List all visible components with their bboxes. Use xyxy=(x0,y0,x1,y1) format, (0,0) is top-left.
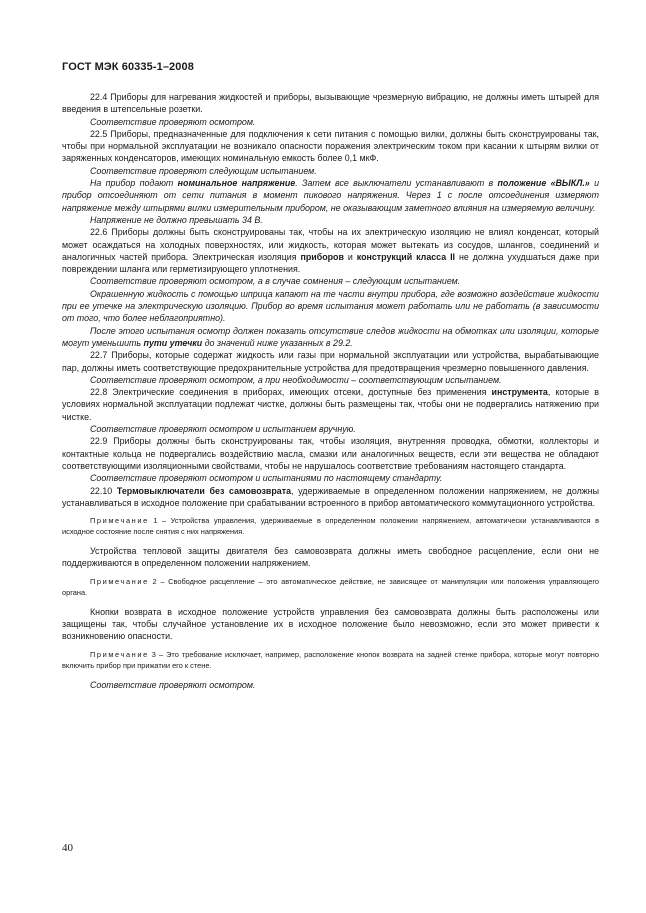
text-run: После этого испытания осмотр должен показать отсутствие следов жидкости на обмотках или изоляции, которые могут уменьшить xyxy=(62,325,599,348)
compliance-check: Соответствие проверяют осмотром и испытанием вручную. xyxy=(90,424,356,435)
paragraph-reset-buttons: Кнопки возврата в исходное положение устройств управления без самовозврата должны быть расположены или защищены так, чтобы случайное установление их в исходное положение было невозможно, если это может привести к возникновению опасности. xyxy=(62,606,599,642)
compliance-check: Соответствие проверяют осмотром, а в случае сомнения – следующим испытанием. xyxy=(90,276,461,287)
paragraph-22-5: 22.5 Приборы, предназначенные для подключения к сети питания с помощью вилки, должны быть сконструированы так, чтобы при нормальной эксплуатации не возникало опасности поражения электрическим током при касании к штырям вилки от заряженных конденсаторов, имеющих номинальную емкость более 0,1 мкФ. xyxy=(62,128,599,164)
document-body xyxy=(62,91,599,691)
text-run: 22.8 Электрические соединения в приборах, имеющих отсеки, доступные без применения xyxy=(90,387,492,398)
term-bold: конструкций класса II xyxy=(356,251,456,262)
text-run: до значений ниже указанных в 29.2. xyxy=(202,337,353,348)
note-label: Примечание xyxy=(90,576,149,586)
text-run: не должна ухудшаться даже при повреждении шланга или герметизирующего уплотнения. xyxy=(62,251,600,275)
paragraph-22-8 xyxy=(62,386,599,423)
paragraph-22-10 xyxy=(62,485,599,510)
paragraph-22-9: 22.9 Приборы должны быть сконструированы так, чтобы изоляция, внутренняя проводка, обмотки, коллекторы и контактные кольца не подвергались воздействию масла, смазки или аналогичных веществ, если эти вещества не обладают соответствующими изоляционными свойствами, чтобы не нарушалось соответствие требованиям настоящего стандарта. xyxy=(62,436,599,471)
note-text: 3 – Это требование исключает, например, расположение кнопок возврата на задней стенке прибора, которые могут повторно включить прибор при прижатии его к стене. xyxy=(62,649,599,670)
page-number: 40 xyxy=(62,842,73,854)
compliance-check: Соответствие проверяют осмотром. xyxy=(90,116,256,127)
compliance-check: Соответствие проверяют следующим испытанием. xyxy=(90,165,317,176)
text-run: и xyxy=(343,251,357,262)
test-limit: Напряжение не должно превышать 34 В. xyxy=(90,214,263,225)
document-header: ГОСТ МЭК 60335-1–2008 xyxy=(62,61,194,73)
text-run: На прибор подают xyxy=(90,178,178,189)
test-procedure xyxy=(62,177,599,214)
note-1 xyxy=(62,515,599,537)
test-result xyxy=(62,325,599,350)
note-3 xyxy=(62,649,599,671)
paragraph-22-6 xyxy=(62,226,599,275)
test-procedure: Окрашенную жидкость с помощью шприца капают на те части внутри прибора, где возможно воздействие жидкости при ее утечке на электрическую изоляцию. Прибор во время испытания может работать или не работать (в зависимости от того, что более неблагоприятно). xyxy=(62,288,599,324)
text-run: , удерживаемые в определенном положении напряжением, не должны устанавливаться в исходное положение при срабатывании встроенного в прибор автоматического коммутационного устройства. xyxy=(62,485,599,508)
note-text: 1 – Устройства управления, удерживаемые в определенном положении напряжением, автоматически устанавливаются в исходное состояние после снятия с них напряжения. xyxy=(62,516,599,537)
term-bold: номинальное напряжение xyxy=(177,178,296,189)
paragraph-22-7: 22.7 Приборы, которые содержат жидкость или газы при нормальной эксплуатации или устройства, вырабатывающие пар, должны иметь соответствующие предохранительные устройства для предотвращения чрезмерно повышенного давления. xyxy=(62,350,599,373)
note-text: 2 – Свободное расцепление – это автоматическое действие, не зависящее от манипуляции или положения управляющего органа. xyxy=(62,576,599,597)
term-bold: Термовыключатели без самовозврата xyxy=(116,485,292,496)
note-label: Примечание xyxy=(90,649,149,659)
text-run: и прибор отсоединяют от сети питания в момент пикового напряжения. Через 1 с после отсоединения измеряют напряжение между штырями вилки измерительным прибором, не оказывающим заметного влияния на измеряемую величину. xyxy=(62,178,600,213)
note-label: Примечание xyxy=(90,516,149,526)
text-run: . Затем все выключатели устанавливают в xyxy=(295,178,498,189)
compliance-check: Соответствие проверяют осмотром. xyxy=(90,679,256,690)
note-2 xyxy=(62,576,599,598)
term-bold: пути утечки xyxy=(143,337,203,348)
term-bold: инструмента xyxy=(491,387,548,398)
text-run: , которые в условиях нормальной эксплуатации подлежат чистке, должны быть размещены так, чтобы они не подвергались натяжению при чистке. xyxy=(62,387,599,422)
compliance-check: Соответствие проверяют осмотром и испытаниями по настоящему стандарту. xyxy=(90,473,443,484)
paragraph-motor-protection: Устройства тепловой защиты двигателя без самовозврата должны иметь свободное расцепление, если они не поддерживаются в определенном положении напряжением. xyxy=(62,546,599,569)
compliance-check: Соответствие проверяют осмотром, а при необходимости – соответствующим испытанием. xyxy=(90,374,502,385)
paragraph-22-4: 22.4 Приборы для нагревания жидкостей и приборы, вызывающие чрезмерную вибрацию, не должны иметь штырей для введения в штепсельные розетки. xyxy=(62,92,599,115)
text-run: 22.6 Приборы должны быть сконструированы так, чтобы на их электрическую изоляцию не влиял конденсат, который может осаждаться на холодных поверхностях, или жидкость, которая может вытекать из сосудов, шлангов, соединений и аналогичных частей прибора. Электрическая изоляция xyxy=(62,227,599,262)
term-bold: положение «ВЫКЛ.» xyxy=(497,178,590,189)
text-run: 22.10 xyxy=(90,485,117,496)
term-bold: приборов xyxy=(300,251,344,262)
